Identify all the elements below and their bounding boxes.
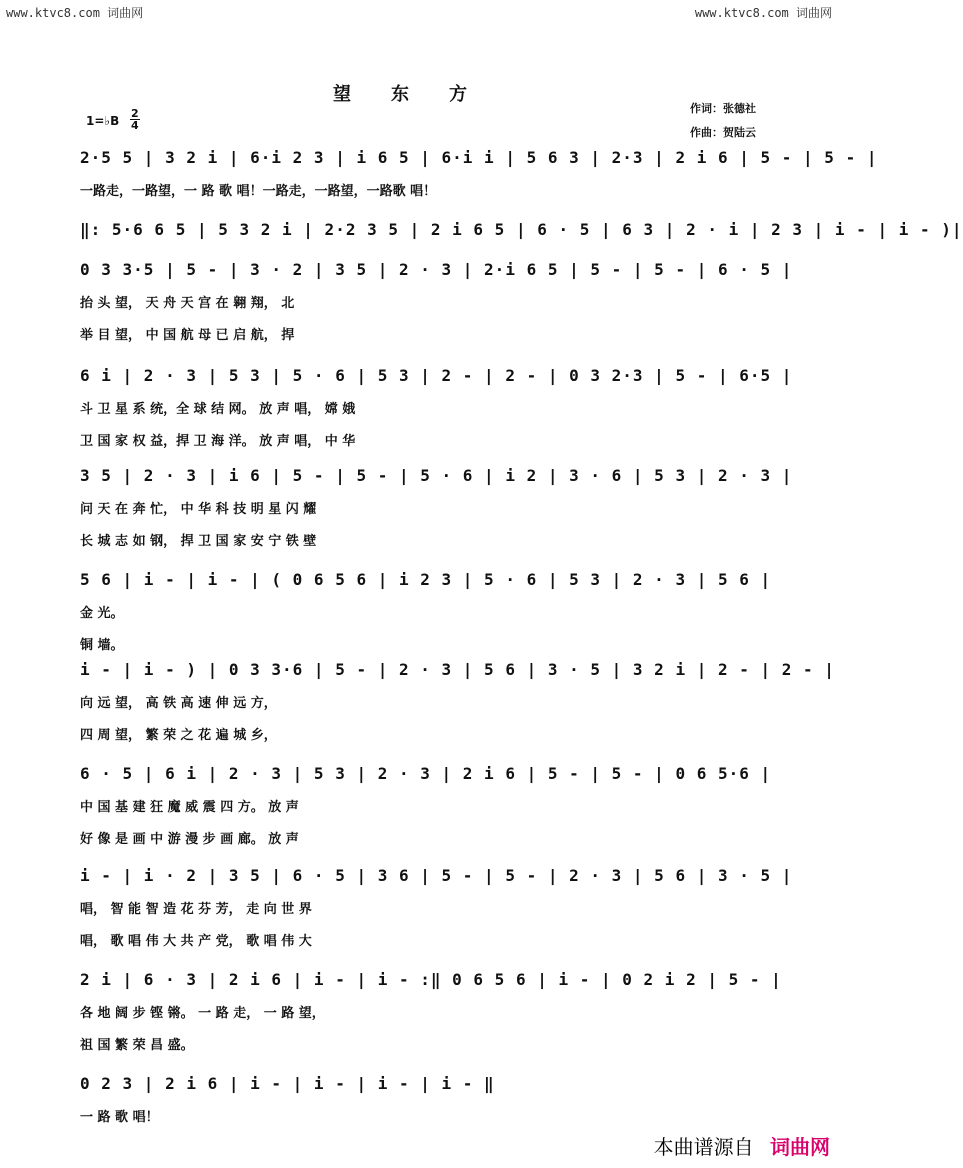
key-signature: 1=♭B	[86, 114, 120, 128]
lyric-line: 金 光。	[80, 606, 124, 621]
lyricist-credit: 作词：张德社	[690, 102, 756, 115]
notation-line: 6 i | 2 · 3 | 5 3 | 5 · 6 | 5 3 | 2 - | 2 - | 0 3 2·3 | 5 - | 6·5 |	[80, 366, 793, 385]
composer-credit: 作曲：贺陆云	[690, 126, 756, 139]
watermark-right: www.ktvc8.com 词曲网	[694, 6, 832, 20]
lyric-line: 斗 卫 星 系 统，全 球 结 网。 放 声 唱， 嫦 娥	[80, 402, 356, 417]
song-title: 望东方	[333, 84, 507, 105]
lyric-line: 向 远 望， 高 铁 高 速 伸 远 方，	[80, 696, 277, 711]
lyric-line: 问 天 在 奔 忙， 中 华 科 技 明 星 闪 耀	[80, 502, 317, 517]
notation-line: 3 5 | 2 · 3 | i 6 | 5 - | 5 - | 5 · 6 | i 2 | 3 · 6 | 5 3 | 2 · 3 |	[80, 466, 793, 485]
notation-line: i - | i · 2 | 3 5 | 6 · 5 | 3 6 | 5 - | 5 - | 2 · 3 | 5 6 | 3 · 5 |	[80, 866, 793, 885]
lyric-line: 四 周 望， 繁 荣 之 花 遍 城 乡，	[80, 728, 277, 743]
notation-line: 0 3 3·5 | 5 - | 3 · 2 | 3 5 | 2 · 3 | 2·i 6 5 | 5 - | 5 - | 6 · 5 |	[80, 260, 793, 279]
lyric-line: 铜 墙。	[80, 638, 124, 653]
lyric-line: 各 地 阔 步 铿 锵。 一 路 走， 一 路 望，	[80, 1006, 325, 1021]
watermark-left: www.ktvc8.com 词曲网	[6, 6, 144, 20]
lyric-line: 好 像 是 画 中 游 漫 步 画 廊。 放 声	[80, 832, 299, 847]
footer	[654, 1131, 830, 1160]
lyric-line: 唱， 智 能 智 造 花 芬 芳， 走 向 世 界	[80, 902, 312, 917]
lyric-line: 长 城 志 如 钢， 捍 卫 国 家 安 宁 铁 壁	[80, 534, 317, 549]
lyric-line: 唱， 歌 唱 伟 大 共 产 党， 歌 唱 伟 大	[80, 934, 312, 949]
time-signature	[130, 108, 140, 131]
footer-source-text: 本曲谱源自	[653, 1135, 754, 1159]
notation-line: ‖: 5·6 6 5 | 5 3 2 i | 2·2 3 5 | 2 i 6 5 | 6 · 5 | 6 3 | 2 · i | 2 3 | i - | i - )|	[80, 220, 963, 239]
notation-line: 2 i | 6 · 3 | 2 i 6 | i - | i - :‖ 0 6 5 6 | i - | 0 2 i 2 | 5 - |	[80, 970, 782, 989]
lyric-line: 一路走，一路望，一 路 歌 唱！一路走，一路望，一路歌 唱！	[80, 184, 437, 199]
lyric-line: 卫 国 家 权 益，捍 卫 海 洋。 放 声 唱， 中 华	[80, 434, 356, 449]
lyric-line: 一 路 歌 唱！	[80, 1110, 159, 1125]
notation-line: i - | i - ) | 0 3 3·6 | 5 - | 2 · 3 | 5 6 | 3 · 5 | 3 2 i | 2 - | 2 - |	[80, 660, 835, 679]
notation-line: 6 · 5 | 6 i | 2 · 3 | 5 3 | 2 · 3 | 2 i 6 | 5 - | 5 - | 0 6 5·6 |	[80, 764, 772, 783]
time-signature-top: 2	[131, 107, 139, 120]
notation-line: 2·5 5 | 3 2 i | 6·i 2 3 | i 6 5 | 6·i i | 5 6 3 | 2·3 | 2 i 6 | 5 - | 5 - |	[80, 148, 878, 167]
notation-line: 5 6 | i - | i - | ( 0 6 5 6 | i 2 3 | 5 · 6 | 5 3 | 2 · 3 | 5 6 |	[80, 570, 772, 589]
time-signature-bottom: 4	[131, 119, 139, 132]
footer-site-logo: 词曲网	[770, 1135, 830, 1159]
lyric-line: 中 国 基 建 狂 魔 威 震 四 方。 放 声	[80, 800, 299, 815]
lyric-line: 举 目 望， 中 国 航 母 已 启 航， 捍	[80, 328, 295, 343]
notation-line: 0 2 3 | 2 i 6 | i - | i - | i - | i - ‖	[80, 1074, 495, 1093]
lyric-line: 祖 国 繁 荣 昌 盛。	[80, 1038, 194, 1053]
lyric-line: 抬 头 望， 天 舟 天 宫 在 翱 翔， 北	[80, 296, 295, 311]
